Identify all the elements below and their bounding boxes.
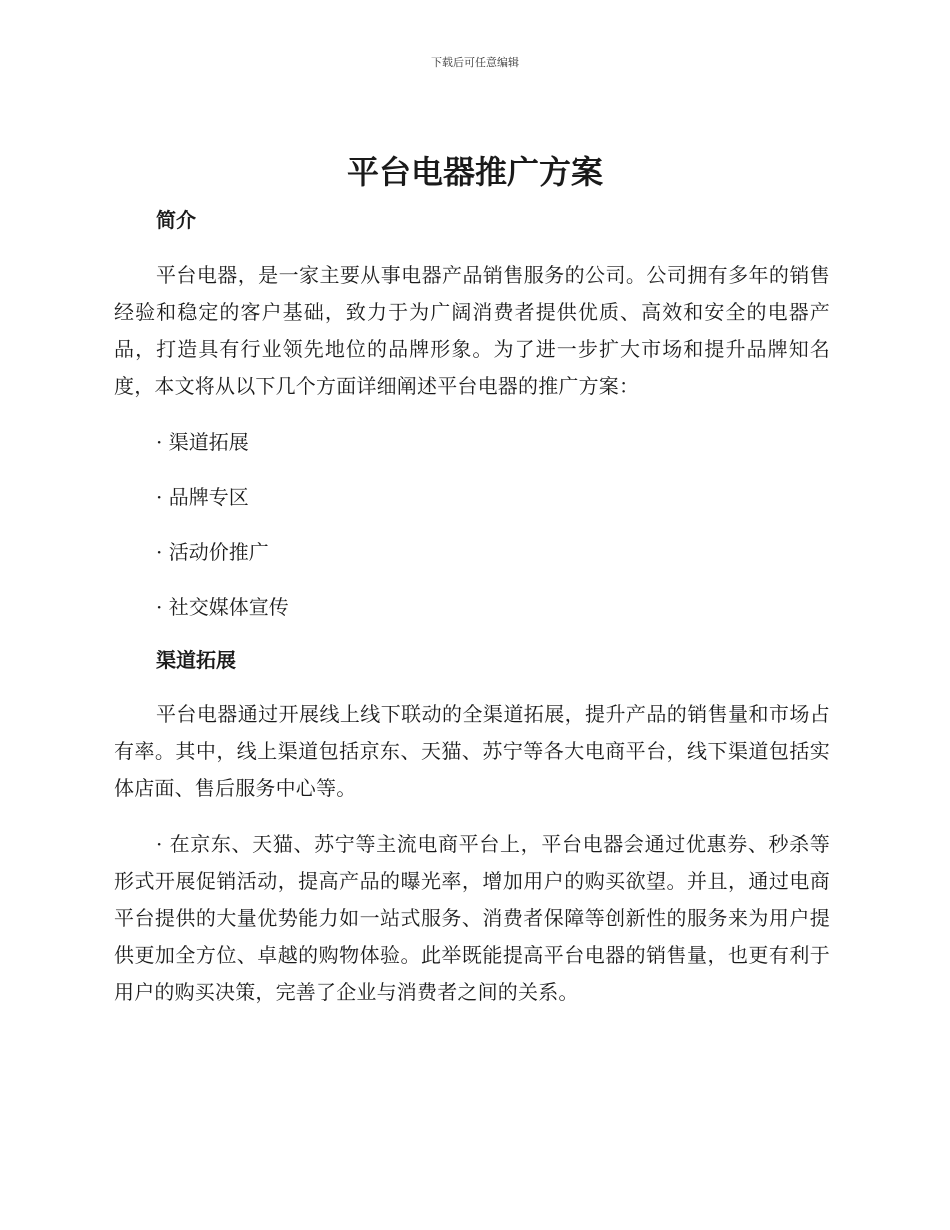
section-heading-intro: 简介	[156, 208, 196, 232]
intro-paragraph: 平台电器，是一家主要从事电器产品销售服务的公司。公司拥有多年的销售经验和稳定的客户基础，致力于为广阔消费者提供优质、高效和安全的电器产品，打造具有行业领先地位的品牌形象。为了进一步扩大市场和提升品牌知名度，本文将从以下几个方面详细阐述平台电器的推广方案：	[114, 263, 830, 398]
page-title: 平台电器推广方案	[346, 153, 603, 191]
section-heading-channel: 渠道拓展	[156, 648, 236, 672]
list-item: · 品牌专区	[156, 485, 249, 509]
channel-paragraph: 平台电器通过开展线上线下联动的全渠道拓展，提升产品的销售量和市场占有率。其中，线上渠道包括京东、天猫、苏宁等各大电商平台，线下渠道包括实体店面、售后服务中心等。	[114, 702, 830, 800]
list-item: · 社交媒体宣传	[156, 595, 289, 619]
list-item: · 活动价推广	[156, 540, 269, 564]
channel-bullet-paragraph: · 在京东、天猫、苏宁等主流电商平台上，平台电器会通过优惠券、秒杀等形式开展促销活动，提高产品的曝光率，增加用户的购买欲望。并且，通过电商平台提供的大量优势能力如一站式服务、消费者保障等创新性的服务来为用户提供更加全方位、卓越的购物体验。此举既能提高平台电器的销售量，也更有利于用户的购买决策，完善了企业与消费者之间的关系。	[114, 832, 830, 1004]
document-body	[114, 203, 830, 1011]
list-item: · 渠道拓展	[156, 430, 249, 454]
header-note: 下载后可任意编辑	[431, 56, 519, 69]
